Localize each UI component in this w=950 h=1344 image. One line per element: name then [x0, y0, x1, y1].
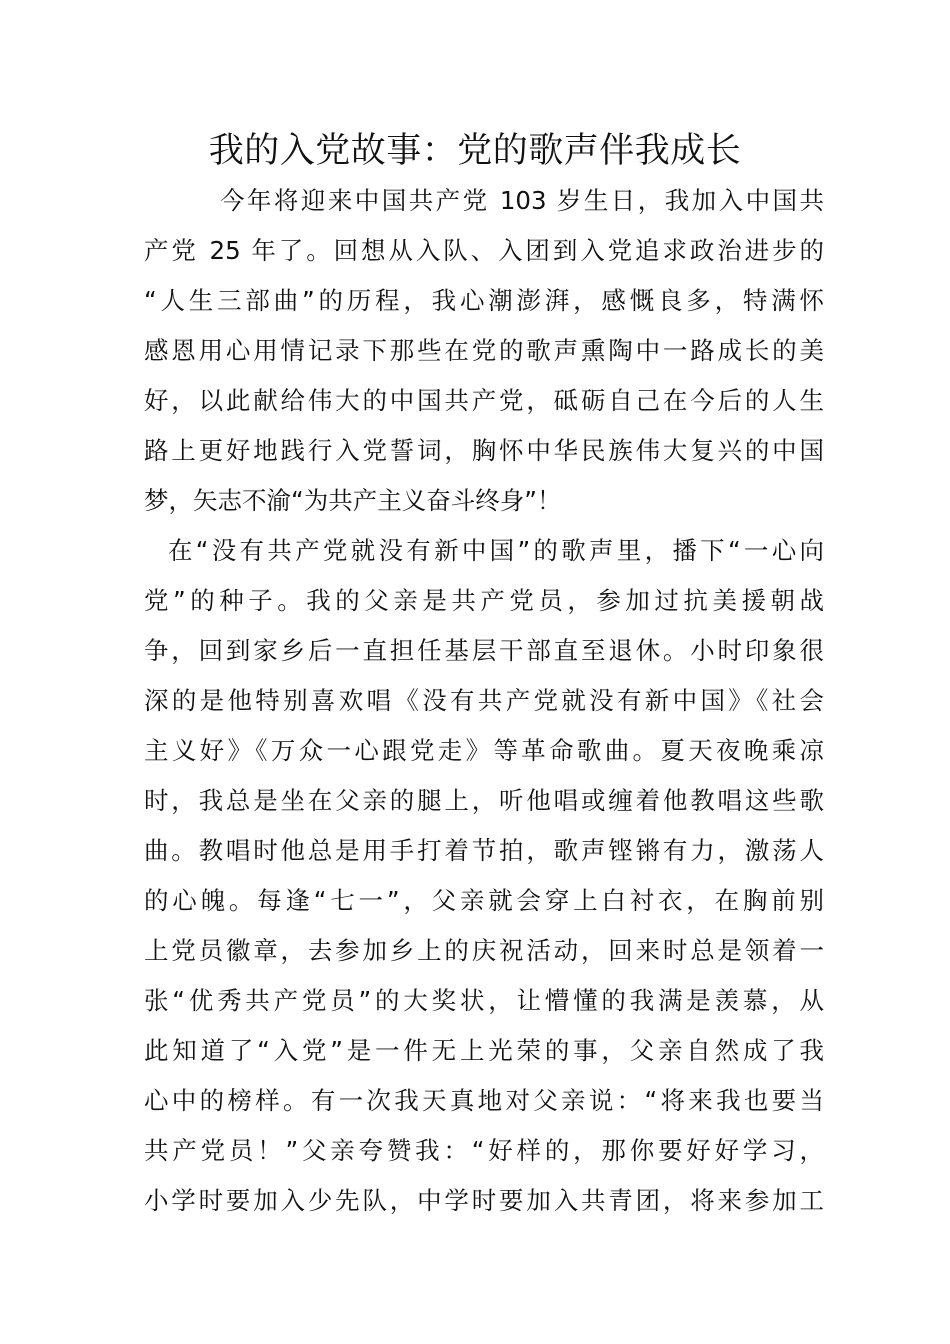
- paragraph-2-line-11: 此知道了“入党”是一件无上光荣的事，父亲自然成了我: [144, 1036, 824, 1065]
- paragraph-1-line-2: 产党 25 年了。回想从入队、入团到入党追求政治进步的: [144, 236, 824, 265]
- paragraph-1-line-7: 梦，矢志不渝“为共产主义奋斗终身”！: [144, 486, 562, 515]
- paragraph-2-line-4: 深的是他特别喜欢唱《没有共产党就没有新中国》《社会: [144, 686, 824, 715]
- paragraph-1-line-1: 今年将迎来中国共产党 103 岁生日，我加入中国共: [220, 186, 824, 215]
- paragraph-2-line-5: 主义好》《万众一心跟党走》等革命歌曲。夏天夜晚乘凉: [144, 736, 824, 765]
- paragraph-2-line-2: 党”的种子。我的父亲是共产党员，参加过抗美援朝战: [144, 586, 824, 615]
- paragraph-2-line-14: 小学时要加入少先队，中学时要加入共青团，将来参加工: [144, 1186, 824, 1215]
- paragraph-2-line-3: 争，回到家乡后一直担任基层干部直至退休。小时印象很: [144, 636, 824, 665]
- document-title: 我的入党故事：党的歌声伴我成长: [208, 131, 742, 171]
- document-body: [144, 176, 824, 1226]
- paragraph-2-line-13: 共产党员！”父亲夸赞我：“好样的，那你要好好学习，: [144, 1136, 824, 1165]
- paragraph-2-line-10: 张“优秀共产党员”的大奖状，让懵懂的我满是羡慕，从: [144, 986, 824, 1015]
- paragraph-2-line-8: 的心魄。每逢“七一”，父亲就会穿上白衬衣，在胸前别: [144, 886, 824, 915]
- paragraph-1-line-5: 好，以此献给伟大的中国共产党，砥砺自己在今后的人生: [144, 386, 824, 415]
- paragraph-2-line-1: 在“没有共产党就没有新中国”的歌声里，播下“一心向: [168, 536, 824, 565]
- paragraph-1-line-3: “人生三部曲”的历程，我心潮澎湃，感慨良多，特满怀: [144, 286, 824, 315]
- paragraph-2-line-7: 曲。教唱时他总是用手打着节拍，歌声铿锵有力，激荡人: [144, 836, 824, 865]
- paragraph-2-line-9: 上党员徽章，去参加乡上的庆祝活动，回来时总是领着一: [144, 936, 824, 965]
- paragraph-1-line-4: 感恩用心用情记录下那些在党的歌声熏陶中一路成长的美: [144, 336, 824, 365]
- paragraph-2-line-6: 时，我总是坐在父亲的腿上，听他唱或缠着他教唱这些歌: [144, 786, 824, 815]
- paragraph-1-line-6: 路上更好地践行入党誓词，胸怀中华民族伟大复兴的中国: [144, 436, 824, 465]
- paragraph-2-line-12: 心中的榜样。有一次我天真地对父亲说：“将来我也要当: [144, 1086, 824, 1115]
